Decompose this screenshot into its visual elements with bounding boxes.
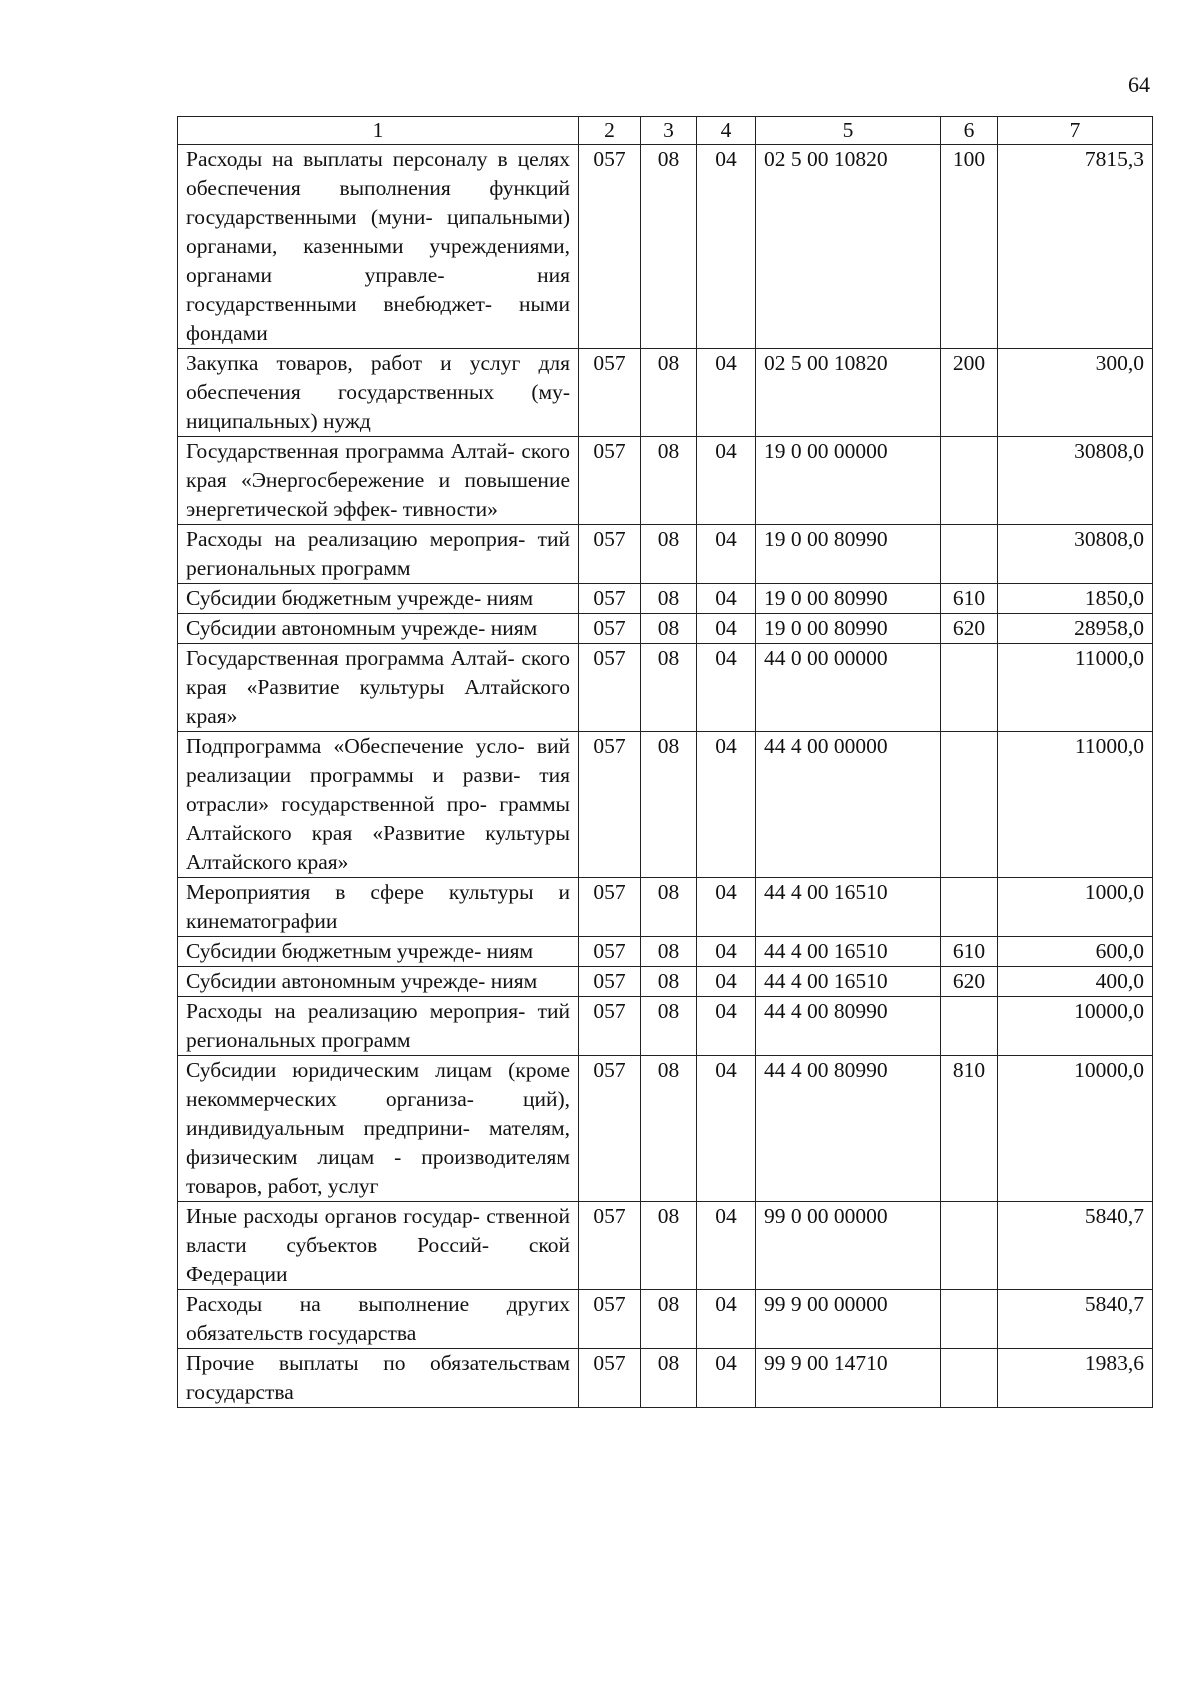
row-section: 08 [641,1349,697,1408]
row-amount: 1000,0 [998,878,1153,937]
column-header-4: 4 [697,117,756,145]
row-section: 08 [641,349,697,437]
row-description [178,584,579,614]
description-line: обеспечения государственных (му- [186,380,570,404]
row-amount: 5840,7 [998,1290,1153,1349]
row-expense-type [941,1202,998,1290]
row-amount: 11000,0 [998,732,1153,878]
description-line: тий региональных программ [186,999,571,1052]
description-line: вий реализации программы и разви- [186,734,570,787]
row-section: 08 [641,644,697,732]
row-subsection: 04 [697,997,756,1056]
row-subsection: 04 [697,437,756,525]
row-amount: 400,0 [998,967,1153,997]
description-line: кинематографии [186,909,338,933]
row-expense-type: 100 [941,145,998,349]
table-row [178,437,1153,525]
row-subsection: 04 [697,878,756,937]
description-line: тивности» [402,497,498,521]
table-row [178,1202,1153,1290]
row-section: 08 [641,1290,697,1349]
row-target-article: 02 5 00 10820 [756,145,941,349]
row-target-article: 44 4 00 00000 [756,732,941,878]
row-section: 08 [641,967,697,997]
column-header-7: 7 [998,117,1153,145]
description-line: ниципальных) нужд [186,409,371,433]
description-line: культуры Алтайского края» [186,821,570,874]
description-line: ского края «Развитие культуры [186,646,571,699]
row-description [178,525,579,584]
row-target-article: 19 0 00 00000 [756,437,941,525]
description-line: Субсидии бюджетным учрежде- [186,586,482,610]
row-amount: 10000,0 [998,1056,1153,1202]
description-line: функций государственными (муни- [186,176,571,229]
table-row [178,1056,1153,1202]
row-ministry-code: 057 [579,145,641,349]
row-description [178,967,579,997]
description-line: ниям [486,586,534,610]
description-line: тий региональных программ [186,527,571,580]
description-line: Алтайского края» [186,675,570,728]
description-line: мателям, физическим лицам - [186,1116,570,1169]
column-header-1: 1 [178,117,579,145]
description-line: ниям [490,969,538,993]
row-ministry-code: 057 [579,1202,641,1290]
row-target-article: 44 4 00 80990 [756,997,941,1056]
row-expense-type: 620 [941,967,998,997]
row-expense-type: 200 [941,349,998,437]
description-line: Иные расходы органов государ- [186,1204,480,1228]
row-subsection: 04 [697,525,756,584]
table-row [178,145,1153,349]
description-line: Закупка товаров, работ и услуг для [186,351,570,375]
row-section: 08 [641,614,697,644]
description-line: Субсидии автономным учрежде- [186,616,486,640]
table-row [178,878,1153,937]
row-section: 08 [641,525,697,584]
description-line: Расходы на выплаты персоналу в [186,147,508,171]
description-line: Государственная программа Алтай- [186,439,515,463]
description-line: ниям [486,939,534,963]
row-amount: 5840,7 [998,1202,1153,1290]
row-ministry-code: 057 [579,967,641,997]
row-ministry-code: 057 [579,1290,641,1349]
row-expense-type: 610 [941,937,998,967]
row-target-article: 19 0 00 80990 [756,525,941,584]
row-ministry-code: 057 [579,525,641,584]
row-amount: 30808,0 [998,525,1153,584]
description-line: Расходы на реализацию мероприя- [186,527,526,551]
row-subsection: 04 [697,1290,756,1349]
budget-table [177,116,1153,1408]
description-line: ципальными) органами, казенными [186,205,571,258]
row-expense-type [941,1349,998,1408]
row-subsection: 04 [697,732,756,878]
row-expense-type [941,1290,998,1349]
row-target-article: 99 0 00 00000 [756,1202,941,1290]
column-header-5: 5 [756,117,941,145]
table-row [178,732,1153,878]
description-line: Подпрограмма «Обеспечение усло- [186,734,525,758]
row-subsection: 04 [697,1202,756,1290]
row-ministry-code: 057 [579,614,641,644]
description-line: Государственная программа Алтай- [186,646,515,670]
row-ministry-code: 057 [579,437,641,525]
description-line: (кроме некоммерческих организа- [186,1058,570,1111]
row-description [178,644,579,732]
row-expense-type [941,644,998,732]
description-line: ской Федерации [186,1233,571,1286]
row-description [178,1202,579,1290]
table-row [178,644,1153,732]
row-target-article: 44 4 00 16510 [756,937,941,967]
table-row [178,937,1153,967]
row-target-article: 44 4 00 80990 [756,1056,941,1202]
column-header-2: 2 [579,117,641,145]
description-line: повышение энергетической эффек- [186,468,570,521]
row-expense-type [941,437,998,525]
row-expense-type: 620 [941,614,998,644]
table-row [178,967,1153,997]
column-header-3: 3 [641,117,697,145]
row-description [178,1349,579,1408]
row-description [178,878,579,937]
table-row [178,584,1153,614]
row-section: 08 [641,997,697,1056]
page-number: 64 [1128,72,1150,97]
description-line: учреждениями, органами управле- [186,234,570,287]
description-line: производителям товаров, работ, [186,1145,570,1198]
table-row [178,1290,1153,1349]
description-line: ными фондами [186,292,570,345]
row-expense-type [941,997,998,1056]
row-subsection: 04 [697,145,756,349]
column-header-6: 6 [941,117,998,145]
row-section: 08 [641,584,697,614]
row-amount: 10000,0 [998,997,1153,1056]
row-subsection: 04 [697,584,756,614]
row-description [178,1056,579,1202]
description-line: Субсидии автономным учрежде- [186,969,486,993]
row-expense-type [941,732,998,878]
row-target-article: 44 4 00 16510 [756,878,941,937]
row-description [178,614,579,644]
table-row [178,614,1153,644]
description-line: Прочие выплаты по обязательствам [186,1351,570,1375]
row-expense-type [941,525,998,584]
table-row [178,525,1153,584]
row-subsection: 04 [697,1349,756,1408]
row-amount: 30808,0 [998,437,1153,525]
row-ministry-code: 057 [579,732,641,878]
row-ministry-code: 057 [579,878,641,937]
description-line: Мероприятия в сфере культуры и [186,880,570,904]
row-target-article: 44 0 00 00000 [756,644,941,732]
description-line: Субсидии юридическим лицам [186,1058,493,1082]
row-subsection: 04 [697,644,756,732]
row-target-article: 44 4 00 16510 [756,967,941,997]
row-amount: 1983,6 [998,1349,1153,1408]
description-line: услуг [327,1174,379,1198]
row-target-article: 99 9 00 00000 [756,1290,941,1349]
description-line: обязательств государства [186,1321,417,1345]
row-amount: 7815,3 [998,145,1153,349]
description-line: ского края «Энергосбережение и [186,439,571,492]
row-target-article: 19 0 00 80990 [756,614,941,644]
row-expense-type: 610 [941,584,998,614]
row-ministry-code: 057 [579,937,641,967]
row-description [178,732,579,878]
row-amount: 1850,0 [998,584,1153,614]
description-line: ций), индивидуальным предприни- [186,1087,571,1140]
row-description [178,937,579,967]
row-ministry-code: 057 [579,1349,641,1408]
row-description [178,145,579,349]
row-subsection: 04 [697,967,756,997]
description-line: граммы Алтайского края «Развитие [186,792,571,845]
row-subsection: 04 [697,1056,756,1202]
row-ministry-code: 057 [579,644,641,732]
description-line: ниям [490,616,538,640]
description-line: Субсидии бюджетным учрежде- [186,939,482,963]
row-target-article: 99 9 00 14710 [756,1349,941,1408]
row-amount: 600,0 [998,937,1153,967]
row-section: 08 [641,878,697,937]
row-amount: 11000,0 [998,644,1153,732]
table-row [178,349,1153,437]
row-amount: 300,0 [998,349,1153,437]
description-line: Расходы на выполнение других [186,1292,570,1316]
table-row [178,997,1153,1056]
description-line: целях обеспечения выполнения [186,147,571,200]
row-expense-type: 810 [941,1056,998,1202]
row-description [178,349,579,437]
row-ministry-code: 057 [579,997,641,1056]
description-line: ственной власти субъектов Россий- [186,1204,570,1257]
row-section: 08 [641,1202,697,1290]
row-section: 08 [641,937,697,967]
row-ministry-code: 057 [579,1056,641,1202]
row-description [178,997,579,1056]
row-amount: 28958,0 [998,614,1153,644]
description-line: тия отрасли» государственной про- [186,763,570,816]
table-row [178,1349,1153,1408]
row-ministry-code: 057 [579,584,641,614]
row-description [178,437,579,525]
row-subsection: 04 [697,937,756,967]
row-description [178,1290,579,1349]
table-header-row [178,117,1153,145]
row-section: 08 [641,1056,697,1202]
table-body [178,145,1153,1408]
row-expense-type [941,878,998,937]
row-section: 08 [641,145,697,349]
row-section: 08 [641,437,697,525]
description-line: государства [186,1380,294,1404]
row-ministry-code: 057 [579,349,641,437]
description-line: ния государственными внебюджет- [186,263,570,316]
row-section: 08 [641,732,697,878]
row-target-article: 02 5 00 10820 [756,349,941,437]
row-subsection: 04 [697,349,756,437]
description-line: Расходы на реализацию мероприя- [186,999,526,1023]
row-subsection: 04 [697,614,756,644]
row-target-article: 19 0 00 80990 [756,584,941,614]
